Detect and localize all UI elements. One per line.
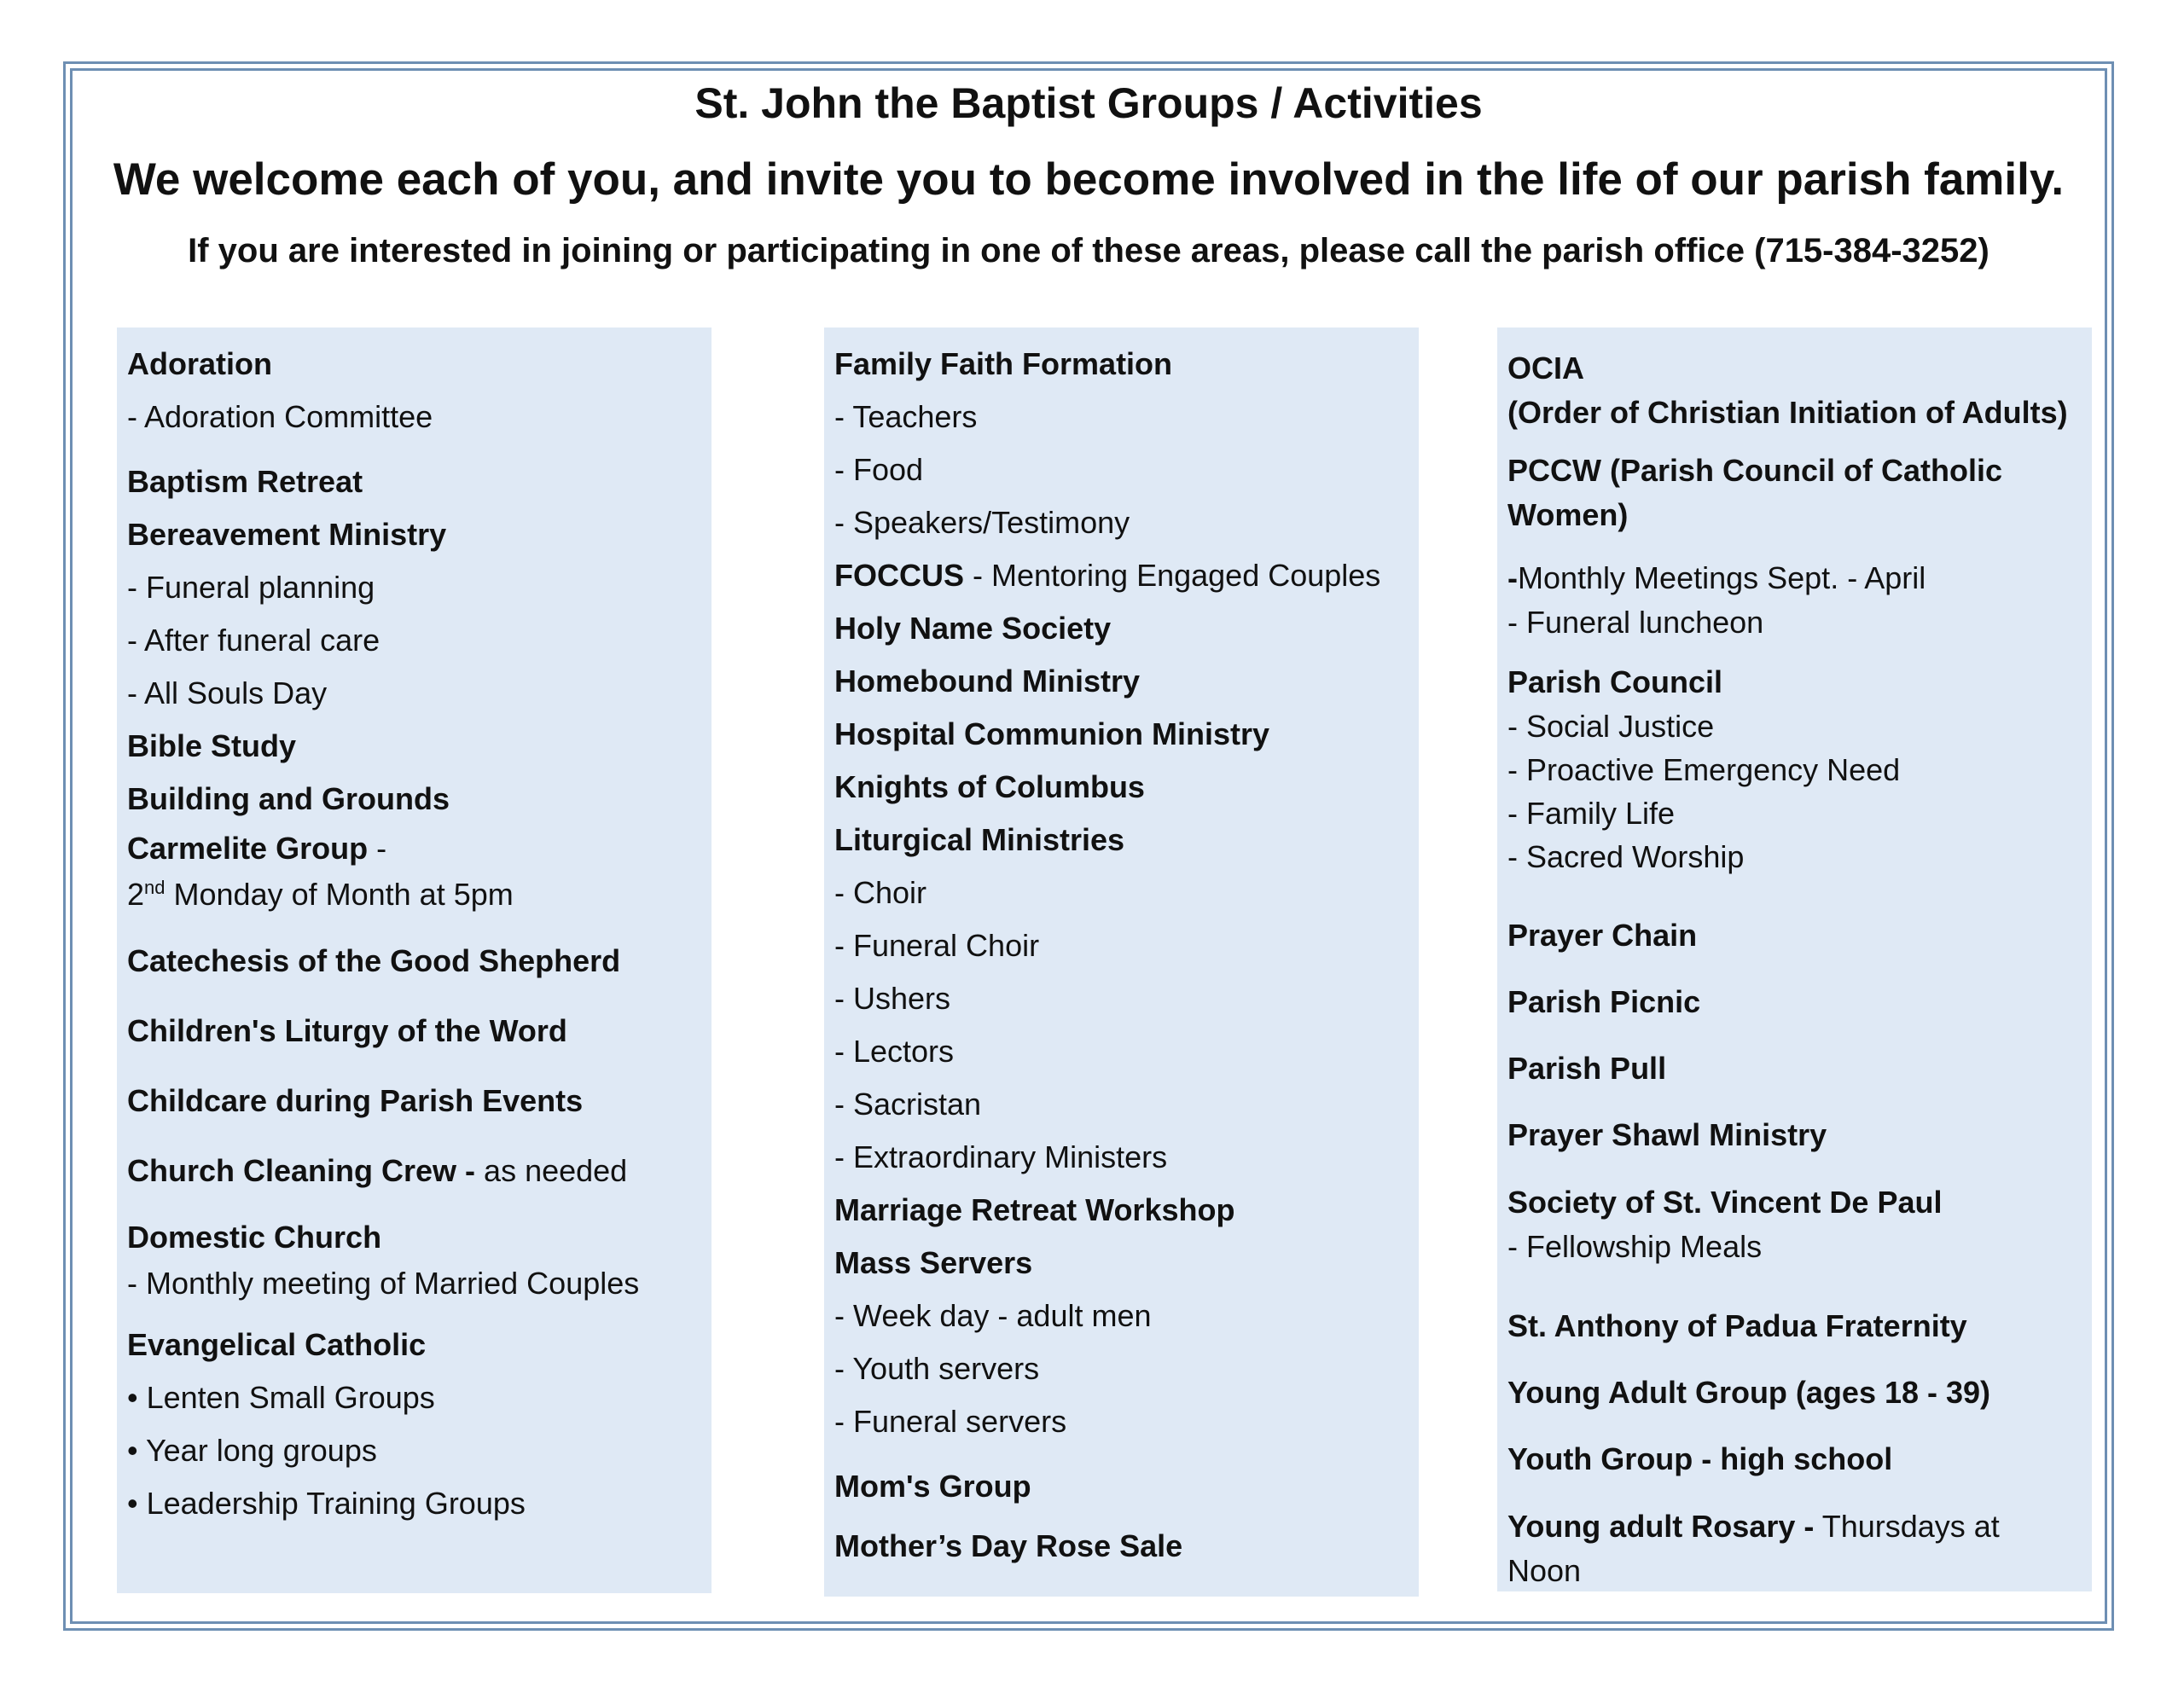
group-childrens-liturgy: Children's Liturgy of the Word — [127, 1013, 567, 1048]
carmelite-schedule: 2nd Monday of Month at 5pm — [127, 877, 514, 912]
sub-item: - Food — [834, 452, 924, 487]
group-holy-name: Holy Name Society — [834, 611, 1112, 646]
group-st-anthony: St. Anthony of Padua Fraternity — [1507, 1308, 1967, 1343]
group-cleaning: Church Cleaning Crew - as needed — [127, 1153, 628, 1188]
sub-item: - Week day - adult men — [834, 1298, 1152, 1333]
ocia-full-name: (Order of Christian Initiation of Adults) — [1507, 395, 2068, 430]
group-prayer-chain: Prayer Chain — [1507, 918, 1698, 953]
group-catechesis: Catechesis of the Good Shepherd — [127, 943, 621, 978]
group-faith-formation: Family Faith Formation — [834, 346, 1173, 381]
group-adoration: Adoration — [127, 346, 272, 381]
sub-item: - Social Justice — [1507, 709, 1715, 744]
sub-item: - Family Life — [1507, 796, 1676, 831]
group-evangelical: Evangelical Catholic — [127, 1327, 427, 1362]
sub-item: - Fellowship Meals — [1507, 1229, 1763, 1264]
group-hospital: Hospital Communion Ministry — [834, 716, 1270, 751]
column-1 — [117, 328, 712, 1593]
group-parish-pull: Parish Pull — [1507, 1051, 1667, 1086]
sub-item: - Speakers/Testimony — [834, 505, 1130, 540]
group-youth: Youth Group - high school — [1507, 1441, 1893, 1476]
sub-item: - Youth servers — [834, 1351, 1040, 1386]
group-marriage-retreat: Marriage Retreat Workshop — [834, 1192, 1235, 1227]
group-parish-council: Parish Council — [1507, 664, 1723, 699]
sub-item: -Monthly Meetings Sept. - April — [1507, 560, 1926, 595]
sub-item: - Ushers — [834, 981, 951, 1016]
group-mass-servers: Mass Servers — [834, 1245, 1033, 1280]
carmelite-name: Carmelite Group — [127, 831, 369, 866]
group-bereavement: Bereavement Ministry — [127, 517, 447, 552]
sub-item: - Adoration Committee — [127, 399, 433, 434]
carmelite-dash: - — [368, 831, 387, 866]
bullet-item: • Leadership Training Groups — [127, 1486, 526, 1521]
group-svdp: Society of St. Vincent De Paul — [1507, 1185, 1943, 1220]
group-liturgical: Liturgical Ministries — [834, 822, 1125, 857]
sub-item: - Lectors — [834, 1034, 955, 1069]
sub-item: - Monthly meeting of Married Couples — [127, 1266, 640, 1301]
sub-item: - All Souls Day — [127, 675, 328, 710]
group-pccw: PCCW (Parish Council of Catholic Women) — [1507, 453, 2003, 532]
group-prayer-shawl: Prayer Shawl Ministry — [1507, 1117, 1827, 1152]
group-parish-picnic: Parish Picnic — [1507, 984, 1701, 1019]
sub-item: - Sacristan — [834, 1087, 982, 1122]
sub-item: - Teachers — [834, 399, 978, 434]
group-moms: Mom's Group — [834, 1469, 1031, 1504]
column-3 — [1497, 328, 2092, 1591]
group-foccus: FOCCUS - Mentoring Engaged Couples — [834, 558, 1381, 593]
welcome-heading: We welcome each of you, and invite you to become involved in the life of our parish family. — [113, 154, 2065, 205]
sub-item: - Funeral Choir — [834, 928, 1040, 963]
sub-item: - Funeral planning — [127, 570, 375, 605]
bullet-item: • Year long groups — [127, 1433, 377, 1468]
group-building: Building and Grounds — [127, 781, 450, 816]
group-bible-study: Bible Study — [127, 728, 297, 763]
group-domestic-church: Domestic Church — [127, 1220, 382, 1255]
sub-item: - Extraordinary Ministers — [834, 1139, 1168, 1174]
contact-line: If you are interested in joining or participating in one of these areas, please call the parish office (715-384-3252) — [188, 232, 1989, 270]
sub-item: - Sacred Worship — [1507, 839, 1745, 874]
group-homebound: Homebound Ministry — [834, 664, 1140, 699]
sub-item: - Choir — [834, 875, 927, 910]
sub-item: - Proactive Emergency Need — [1507, 752, 1901, 787]
bullet-item: • Lenten Small Groups — [127, 1380, 435, 1415]
column-2 — [824, 328, 1419, 1597]
group-ocia: OCIA — [1507, 351, 1584, 386]
group-rosary: Young adult Rosary - Thursdays at Noon — [1507, 1509, 2000, 1588]
page-title: St. John the Baptist Groups / Activities — [694, 79, 1483, 127]
group-rose-sale: Mother’s Day Rose Sale — [834, 1528, 1183, 1563]
group-carmelite — [127, 826, 712, 872]
sub-item: - After funeral care — [127, 623, 380, 658]
sub-item: - Funeral luncheon — [1507, 605, 1764, 640]
group-baptism-retreat: Baptism Retreat — [127, 464, 363, 499]
group-young-adult: Young Adult Group (ages 18 - 39) — [1507, 1375, 1991, 1410]
group-knights: Knights of Columbus — [834, 769, 1145, 804]
sub-item: - Funeral servers — [834, 1404, 1067, 1439]
group-childcare: Childcare during Parish Events — [127, 1083, 584, 1118]
